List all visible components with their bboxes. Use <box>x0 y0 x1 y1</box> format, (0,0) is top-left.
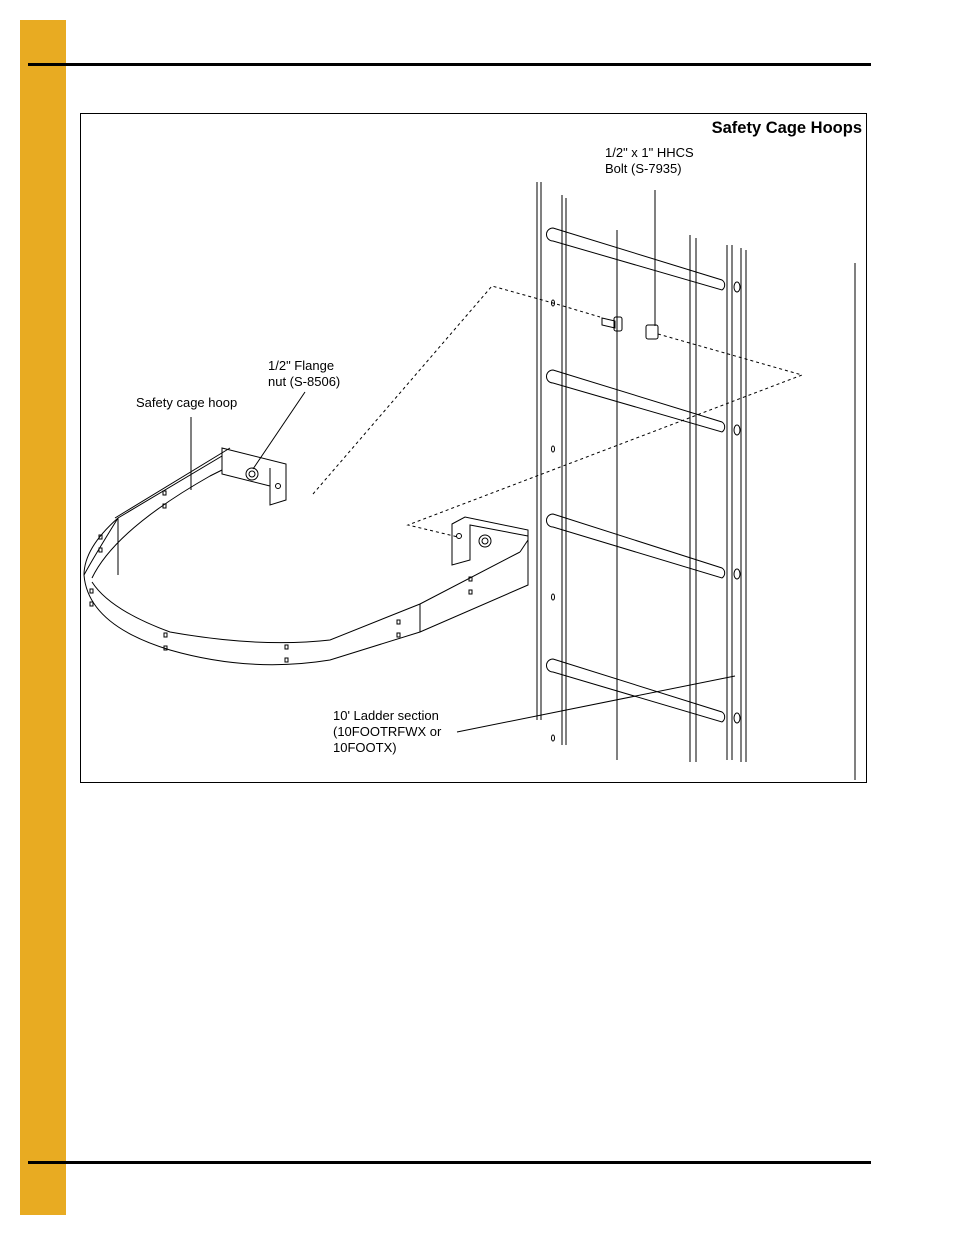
flange-nut-label: 1/2" Flange nut (S-8506) <box>268 358 341 389</box>
bolt-label: 1/2" x 1" HHCS Bolt (S-7935) <box>605 145 694 176</box>
alignment-lines <box>313 286 802 537</box>
cage-hoop <box>84 448 528 665</box>
ladder-rungs <box>547 228 741 741</box>
bolt-hardware <box>602 190 658 339</box>
figure-title: Safety Cage Hoops <box>711 119 862 137</box>
hoop-brackets <box>222 448 528 565</box>
ladder-section-label: 10' Ladder section (10FOOTRFWX or 10FOOTX) <box>333 708 442 755</box>
footer-rule <box>28 1161 871 1164</box>
cage-hoop-label: Safety cage hoop <box>136 395 238 410</box>
